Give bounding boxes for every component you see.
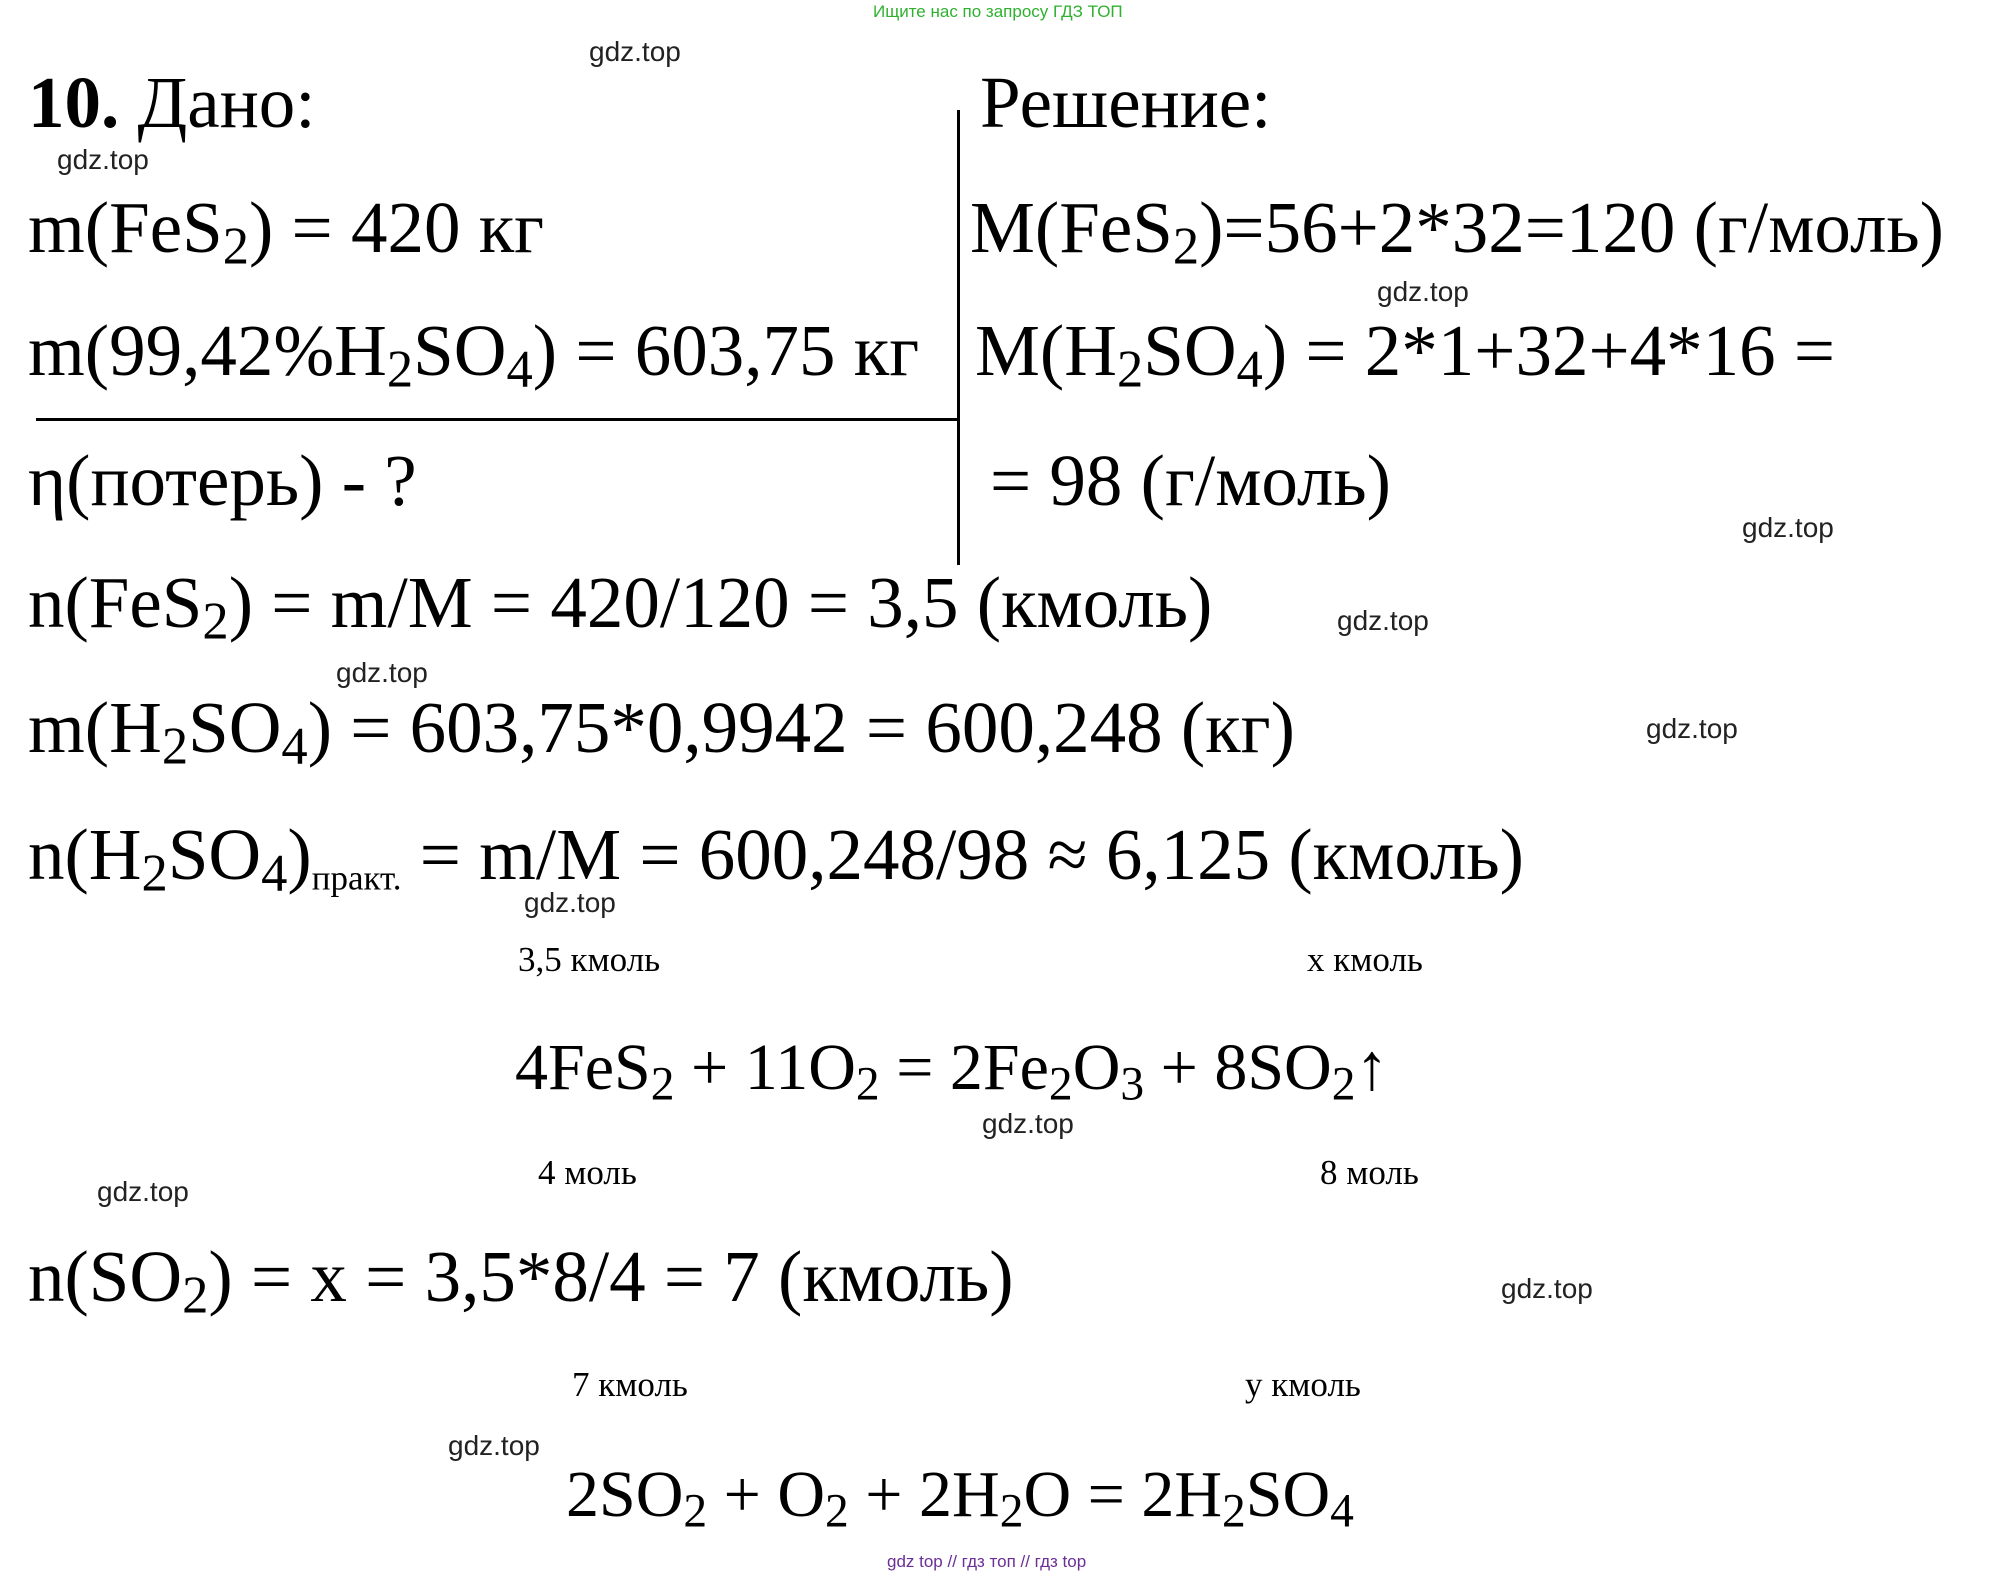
molar-mass-fes2: M(FeS$_2$)=56+2*32=120 (г/моль) xyxy=(970,187,1944,276)
watermark: gdz.top xyxy=(336,657,428,688)
watermark: gdz.top xyxy=(1501,1273,1593,1304)
reaction1-above-left: 3,5 кмоль xyxy=(518,940,661,979)
watermark: gdz.top xyxy=(524,887,616,918)
given-mass-acid: $m(99,42\%H_2SO_4) = 603,75$ кг xyxy=(28,310,920,399)
footer-text[interactable]: gdz top // гдз топ // гдз top xyxy=(887,1552,1087,1571)
problem-number: 10. xyxy=(28,62,120,143)
reaction2-equation: $2SO_2 + O_2 + 2H_2O = 2H_2SO_4$ xyxy=(566,1458,1354,1538)
header-text[interactable]: Ищите нас по запросу ГДЗ ТОП xyxy=(873,2,1123,21)
vertical-divider xyxy=(957,110,960,565)
solution-title: Решение: xyxy=(980,62,1272,143)
watermark: gdz.top xyxy=(589,36,681,67)
reaction1-above-right: х кмоль xyxy=(1307,940,1423,979)
watermark: gdz.top xyxy=(1742,512,1834,543)
molar-mass-acid: $M(H_2SO_4) = 2*1+32+4*16$ = xyxy=(975,310,1836,399)
reaction1-below-right: 8 моль xyxy=(1320,1153,1419,1192)
n-h2so4-practical: $n(H_2SO_4)практ$. = m/M = 600,248/98 ≈ 6,125 (кмоль) xyxy=(28,814,1524,903)
reaction1-below-left: 4 моль xyxy=(538,1153,637,1192)
given-mass-fes2: m(FeS$_2$) = 420 кг xyxy=(28,187,545,276)
m-h2so4: $m(H_2SO_4) = 603,75*0,9942 = 600,248$ (кг) xyxy=(28,687,1295,776)
given-title xyxy=(28,62,316,143)
horizontal-divider xyxy=(36,418,958,421)
watermark: gdz.top xyxy=(1646,713,1738,744)
reaction1-equation: $4FeS_2 + 11O_2 = 2Fe_2O_3$ + $8SO_2↑$ xyxy=(515,1031,1389,1111)
given-label: Дано: xyxy=(137,62,316,143)
watermark: gdz.top xyxy=(1377,276,1469,307)
n-fes2: n(FeS$_2$) = m/M = 420/120 = 3,5 (кмоль) xyxy=(28,562,1213,651)
watermark: gdz.top xyxy=(97,1176,189,1207)
watermark: gdz.top xyxy=(448,1430,540,1461)
watermark: gdz.top xyxy=(1337,605,1429,636)
molar-mass-acid-result: = 98 (г/моль) xyxy=(990,440,1391,521)
watermark: gdz.top xyxy=(982,1108,1074,1139)
reaction2-above-left: 7 кмоль xyxy=(572,1365,688,1404)
reaction2-above-right: у кмоль xyxy=(1245,1365,1361,1404)
n-so2: $n(SO_2) = x = 3,5*8/4 = 7$ (кмоль) xyxy=(28,1236,1014,1325)
watermark: gdz.top xyxy=(57,144,149,175)
find-label: η(потерь) - ? xyxy=(28,440,417,521)
